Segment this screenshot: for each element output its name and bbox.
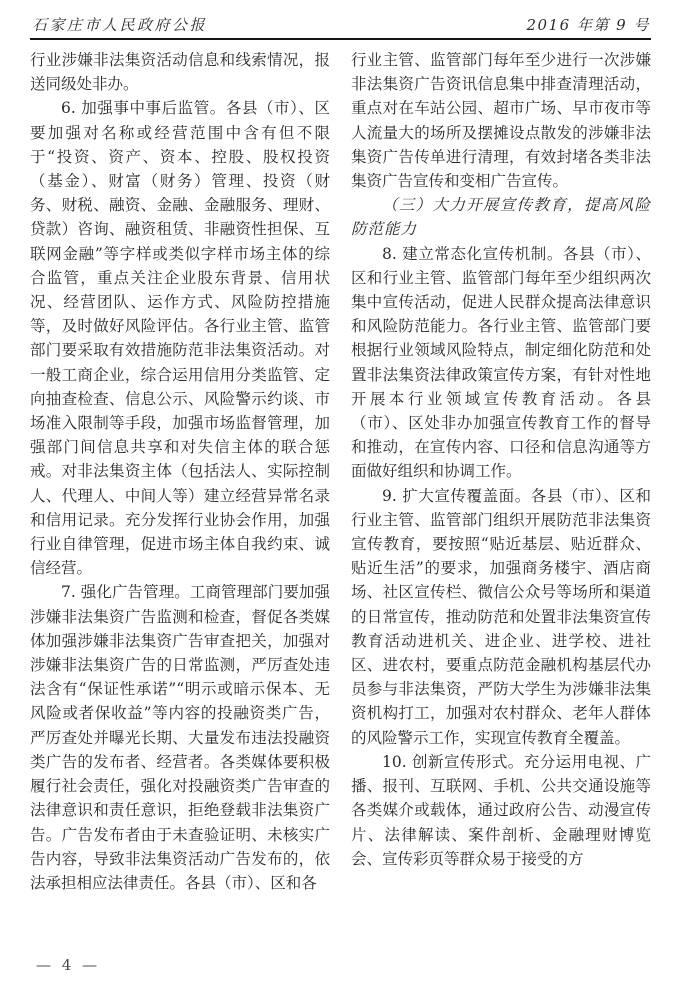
right-column	[351, 48, 651, 951]
page-header	[32, 14, 650, 35]
header-divider	[30, 38, 651, 40]
issue-number: 2016 年第 9 号	[526, 16, 650, 34]
paragraph: 行业涉嫌非法集资活动信息和线索情况，报送同级处非办。	[30, 51, 330, 94]
page-footer	[36, 956, 100, 974]
page-number: — 4 —	[36, 956, 101, 974]
section-heading: （三）大力开展宣传教育，提高风险防范能力	[351, 196, 651, 239]
left-column	[30, 48, 330, 951]
paragraph: 6. 加强事中事后监管。各县（市）、区要加强对名称或经营范围中含有但不限于“投资、资产、资本、控股、股权投资（基金）、财富（财务）管理、投资（财务、财税、融资、金融、金融服务、理财、贷款）咨询、融资租赁、非融资性担保、互联网金融”等字样或类似字样市场主体的综合监管，重点关注企业股东背景、信用状况、经营团队、运作方式、风险防控措施等，及时做好风险评估。各行业主管、监管部门要采取有效措施防范非法集资活动。对一般工商企业，综合运用信用分类监管、定向抽查检查、信息公示、风险警示约谈、市场准入限制等手段，加强市场监督管理，加强部门间信息共享和对失信主体的联合惩戒。对非法集资主体（包括法人、实际控制人、代理人、中间人等）建立经营异常名录和信用记录。充分发挥行业协会作用，加强行业自律管理，促进市场主体自我约束、诚信经营。	[30, 99, 330, 578]
body-columns	[30, 48, 651, 951]
gazette-title: 石家庄市人民政府公报	[32, 16, 208, 34]
paragraph: 行业主管、监管部门每年至少进行一次涉嫌非法集资广告资讯信息集中排查清理活动，重点对在车站公园、超市广场、早市夜市等人流量大的场所及摆摊设点散发的涉嫌非法集资广告传单进行清理，有效封堵各类非法集资广告宣传和变相广告宣传。	[351, 51, 651, 191]
paragraph: 10. 创新宣传形式。充分运用电视、广播、报刊、互联网、手机、公共交通设施等各类媒介或载体，通过政府公告、动漫宣传片、法律解读、案件剖析、金融理财博览会、宣传彩页等群众易于接受的方	[351, 752, 651, 868]
paragraph: 8. 建立常态化宣传机制。各县（市）、区和行业主管、监管部门每年至少组织两次集中宣传活动，促进人民群众提高法律意识和风险防范能力。各行业主管、监管部门要根据行业领域风险特点，制定细化防范和处置非法集资法律政策宣传方案，有针对性地开展本行业领域宣传教育活动。各县（市）、区处非办加强宣传教育工作的督导和推动，在宣传内容、口径和信息沟通等方面做好组织和协调工作。	[351, 244, 651, 481]
paragraph: 7. 强化广告管理。工商管理部门要加强涉嫌非法集资广告监测和检查，督促各类媒体加强涉嫌非法集资广告审查把关，加强对涉嫌非法集资广告的日常监测，严厉查处违法含有“保证性承诺”“明示或暗示保本、无风险或者保收益”等内容的投融资类广告，严厉查处并曝光长期、大量发布违法投融资类广告的发布者、经营者。各类媒体要积极履行社会责任，强化对投融资类广告审查的法律意识和责任意识，拒绝登载非法集资广告。广告发布者由于未查验证明、未核实广告内容，导致非法集资活动广告发布的，依法承担相应法律责任。各县（市）、区和各	[30, 583, 330, 892]
paragraph: 9. 扩大宣传覆盖面。各县（市）、区和行业主管、监管部门组织开展防范非法集资宣传教育，要按照“贴近基层、贴近群众、贴近生活”的要求，加强商务楼宇、酒店商场、社区宣传栏、微信公众号等场所和渠道的日常宣传，推动防范和处置非法集资宣传教育活动进机关、进企业、进学校、进社区、进农村，要重点防范金融机构基层代办员参与非法集资，严防大学生为涉嫌非法集资机构打工，加强对农村群众、老年人群体的风险警示工作，实现宣传教育全覆盖。	[351, 486, 651, 747]
